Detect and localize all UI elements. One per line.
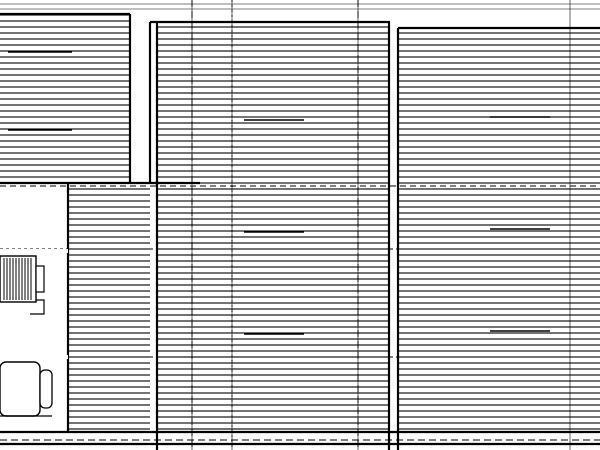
upper-left-hatch-panel — [0, 14, 130, 182]
radiator-end-cap — [36, 266, 44, 292]
bottom-band — [0, 432, 600, 444]
trim-249 — [0, 249, 68, 253]
tank-end-cap — [40, 370, 52, 408]
trim-355 — [0, 355, 68, 359]
lower-left-hatch-panel — [68, 184, 150, 432]
cavity-left — [130, 12, 151, 184]
tank-body — [0, 362, 40, 416]
upper-middle-hatch-panel — [156, 22, 388, 432]
